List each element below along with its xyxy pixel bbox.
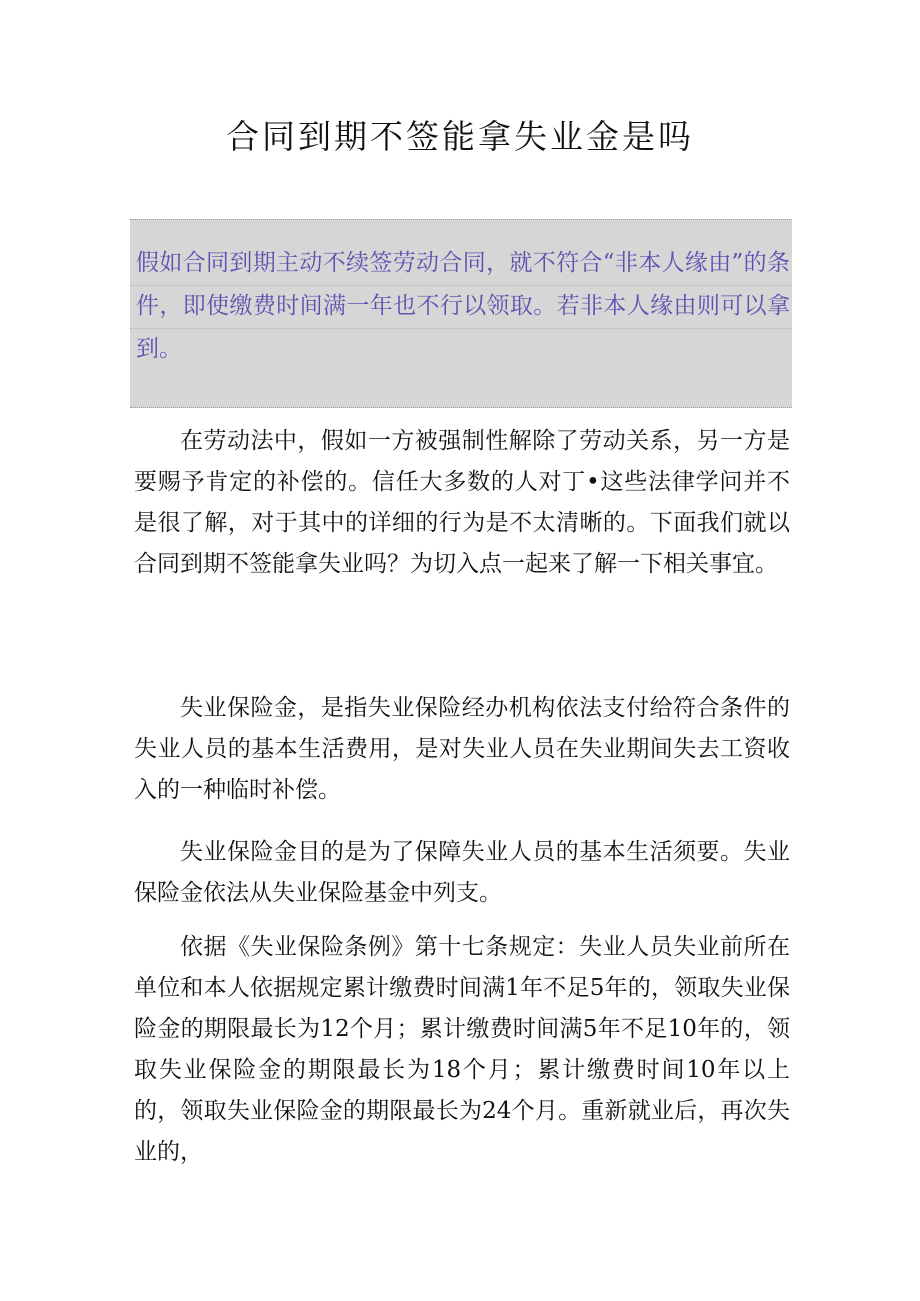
body-paragraph: 在劳动法中，假如一方被强制性解除了劳动关系，另一方是要赐予肯定的补偿的。信任大多数的人对丁•这些法律学问并不是很了解，对于其中的详细的行为是不太清晰的。下面我们就以合同到期不签能拿失业吗？为切入点一起来了解一下相关事宜。 (134, 428, 790, 577)
body-paragraph: 依据《失业保险条例》第十七条规定：失业人员失业前所在单位和本人依据规定累计缴费时间满1年不足5年的，领取失业保险金的期限最长为12个月；累计缴费时间满5年不足10年的，领取失业保险金的期限最长为18个月；累计缴费时间10年以上的，领取失业保险金的期限最长为24个月。重新就业后，再次失业的， (134, 934, 790, 1165)
summary-box (130, 219, 792, 408)
body-paragraph: 失业保险金目的是为了保障失业人员的基本生活须要。失业保险金依法从失业保险基金中列支。 (134, 839, 790, 906)
body-paragraph: 失业保险金，是指失业保险经办机构依法支付给符合条件的失业人员的基本生活费用，是对失业人员在失业期间失去工资收入的一种临时补偿。 (134, 695, 790, 803)
document-title: 合同到期不签能拿失业金是吗 (226, 117, 694, 156)
summary-text: 假如合同到期主动不续签劳动合同，就不符合“非本人缘由”的条件，即使缴费时间满一年也不行以领取。若非本人缘由则可以拿到。 (136, 250, 790, 362)
